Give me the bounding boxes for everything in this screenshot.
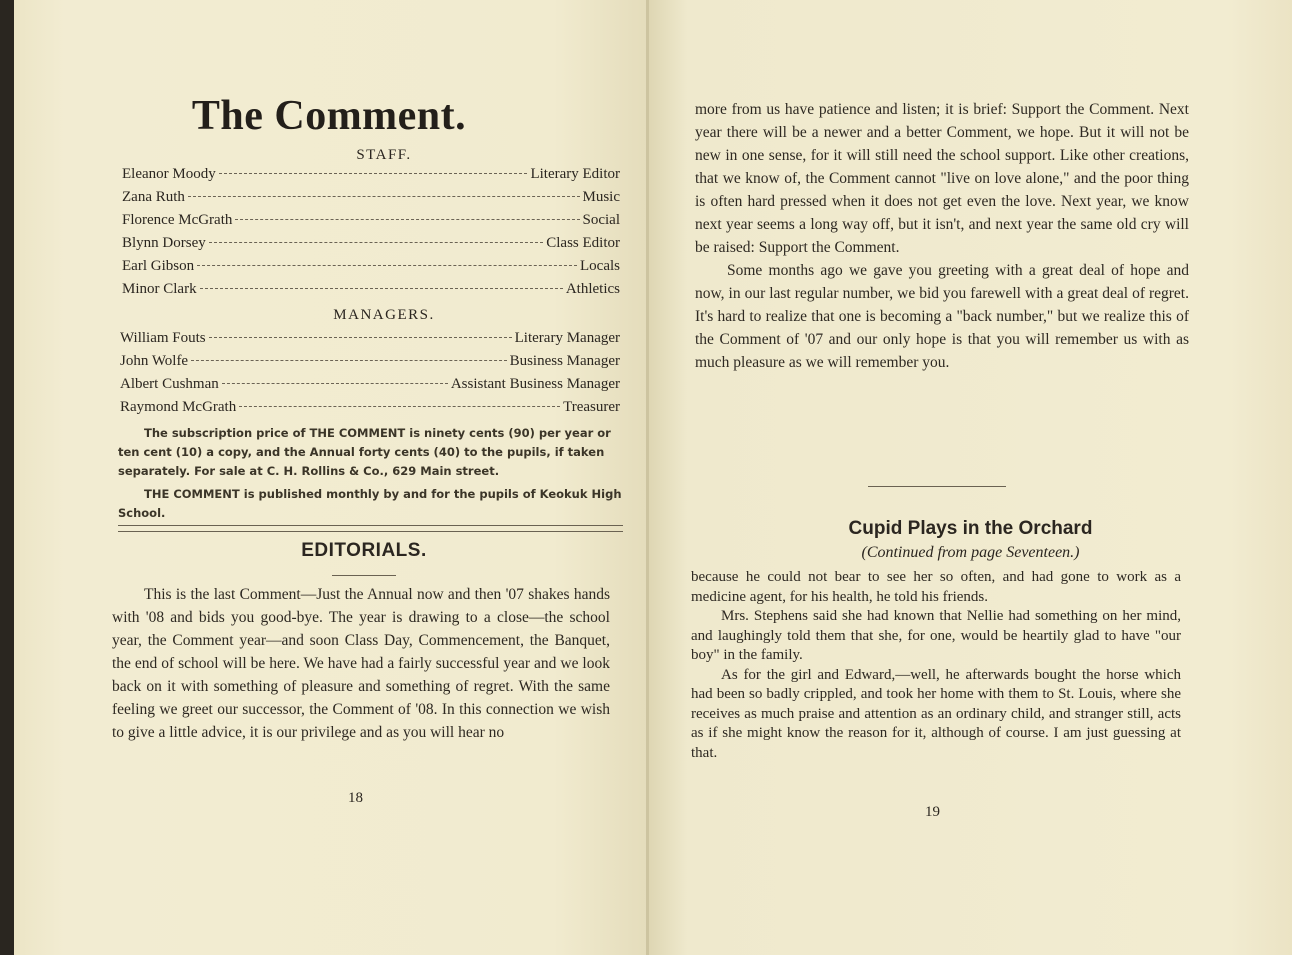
masthead-title: The Comment. bbox=[191, 93, 467, 139]
story-body bbox=[691, 568, 1181, 763]
editorial-body bbox=[112, 583, 610, 744]
story-title: Cupid Plays in the Orchard bbox=[848, 518, 1093, 539]
subscription-notice bbox=[118, 424, 623, 523]
staff-row: Eleanor Moody Literary Editor bbox=[122, 166, 620, 182]
editorials-underline bbox=[332, 575, 396, 576]
manager-row: Raymond McGrath Treasurer bbox=[120, 399, 620, 415]
staff-row: Blynn Dorsey Class Editor bbox=[122, 235, 620, 251]
page-number-left: 18 bbox=[348, 790, 363, 806]
section-divider bbox=[868, 486, 1006, 487]
staff-list bbox=[122, 166, 620, 304]
story-paragraph: As for the girl and Edward,—well, he afterwards bought the horse which had been so badly crippled, and took her home with them to St. Louis, where she receives as much praise and attention as an ordinary child, and stranger still, acts as if she might know the reason for it, although of course. I am just guessing at that. bbox=[691, 666, 1181, 761]
managers-heading: MANAGERS. bbox=[333, 307, 435, 323]
story-paragraph: Mrs. Stephens said she had known that Nellie had something on her mind, and laughingly told them that she, for one, would be heartily glad to have "our boy" in the family. bbox=[691, 608, 1181, 663]
manager-row: Albert Cushman Assistant Business Manager bbox=[120, 376, 620, 392]
editorial-paragraph: Some months ago we gave you greeting with a great deal of hope and now, in our last regular number, we bid you farewell with a great deal of regret. It's hard to realize that one is becoming a "back number," but we realize this of the Comment of '07 and our only hope is that you will remember us with as much pleasure as we will remember you. bbox=[695, 262, 1189, 371]
subscription-note: The subscription price of THE COMMENT is ninety cents (90) per year or ten cent (10) a copy, and the Annual forty cents (40) to the pupils, if taken separately. For sale at C. H. Rollins & Co., 629 Main street. bbox=[118, 426, 611, 478]
publish-note: THE COMMENT is published monthly by and for the pupils of Keokuk High School. bbox=[118, 487, 622, 520]
managers-list bbox=[120, 330, 620, 422]
continued-note: (Continued from page Seventeen.) bbox=[861, 544, 1080, 561]
staff-heading: STAFF. bbox=[356, 147, 412, 163]
staff-row: Earl Gibson Locals bbox=[122, 258, 620, 274]
story-paragraph: because he could not bear to see her so often, and had gone to work as a medicine agent, for his health, he told his friends. bbox=[691, 569, 1181, 605]
editorial-paragraph: more from us have patience and listen; it is brief: Support the Comment. Next year there will be a newer and a better Comment, we hope. But it will not be new in one sense, for it will still need the school support. Like other creations, that we know of, the Comment cannot "live on love alone," and the poor thing is often hard pressed when it does not get even the love. Next year, we know next year seems a long way off, but it isn't, and next year the same old cry will be raised: Support the Comment. bbox=[695, 101, 1189, 256]
left-page bbox=[14, 0, 649, 955]
page-number-right: 19 bbox=[925, 804, 940, 820]
editorial-continuation bbox=[695, 98, 1189, 374]
staff-row: Minor Clark Athletics bbox=[122, 281, 620, 297]
manager-row: William Fouts Literary Manager bbox=[120, 330, 620, 346]
editorials-heading: EDITORIALS. bbox=[301, 540, 427, 561]
double-divider bbox=[118, 525, 623, 532]
right-page bbox=[649, 0, 1292, 955]
editorial-paragraph: This is the last Comment—Just the Annual now and then '07 shakes hands with '08 and bids you good-bye. The year is drawing to a close—the school year, the Comment year—and soon Class Day, Commencement, the Banquet, the end of school will be here. We have had a fairly successful year and we look back on it with something of pleasure and something of regret. With the same feeling we greet our successor, the Comment of '08. In this connection we wish to give a little advice, it is our privilege and as you will hear no bbox=[112, 586, 610, 741]
staff-row: Florence McGrath Social bbox=[122, 212, 620, 228]
manager-row: John Wolfe Business Manager bbox=[120, 353, 620, 369]
staff-row: Zana Ruth Music bbox=[122, 189, 620, 205]
